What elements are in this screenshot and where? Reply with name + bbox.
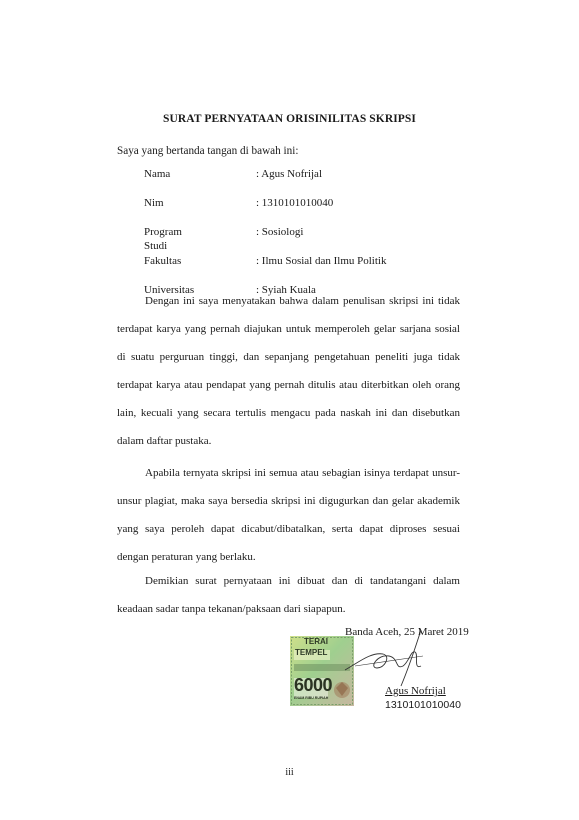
statement-paragraph: Dengan ini saya menyatakan bahwa dalam penulisan skripsi ini tidak terdapat karya yang pernah diajukan untuk memperoleh gelar sarjana sosial di suatu perguruan tinggi, dan sepanjang pengetahuan peneliti juga tidak terdapat karya atau pendapat yang pernah ditulis atau diterbitkan oleh orang lain, kecuali yang secara tertulis mengacu pada naskah ini dan disebutkan dalam daftar pustaka.: [117, 295, 460, 447]
identity-value: : Sosiologi: [256, 226, 304, 238]
signer-name: Agus Nofrijal: [385, 685, 446, 697]
identity-label: Nim: [144, 197, 164, 209]
place-date: Banda Aceh, 25 Maret 2019: [345, 626, 469, 638]
stamp-subtext: ENAM RIBU RUPIAH: [294, 696, 329, 700]
document-title: SURAT PERNYATAAN ORISINILITAS SKRIPSI: [162, 113, 417, 125]
stamp-value: 6000: [294, 675, 333, 695]
identity-value: : Ilmu Sosial dan Ilmu Politik: [256, 255, 387, 267]
stamp-text-terai: TERAI: [304, 637, 328, 646]
identity-label: Universitas: [144, 284, 195, 296]
intro-text: Saya yang bertanda tangan di bawah ini:: [117, 145, 299, 157]
stamp-text-tempel: TEMPEL: [295, 648, 328, 657]
identity-label: Nama: [144, 168, 171, 180]
closing-paragraph: Demikian surat pernyataan ini dibuat dan di tandatangani dalam keadaan sadar tanpa tekanan/paksaan dari siapapun.: [117, 575, 460, 615]
identity-value: : Syiah Kuala: [256, 284, 316, 296]
signer-nim: 1310101010040: [385, 699, 461, 711]
identity-label: Program Studi: [144, 226, 182, 252]
identity-value: : 1310101010040: [256, 197, 334, 209]
revenue-stamp: [290, 636, 354, 706]
identity-value: : Agus Nofrijal: [256, 168, 322, 180]
page-number: iii: [285, 767, 294, 778]
plagiarism-paragraph: Apabila ternyata skripsi ini semua atau sebagian isinya terdapat unsur-unsur plagiat, maka saya bersedia skripsi ini digugurkan dan gelar akademik yang saya peroleh dapat dicabut/dibatalkan, serta dapat diproses sesuai dengan peraturan yang berlaku.: [117, 467, 460, 563]
identity-label: Fakultas: [144, 255, 182, 267]
